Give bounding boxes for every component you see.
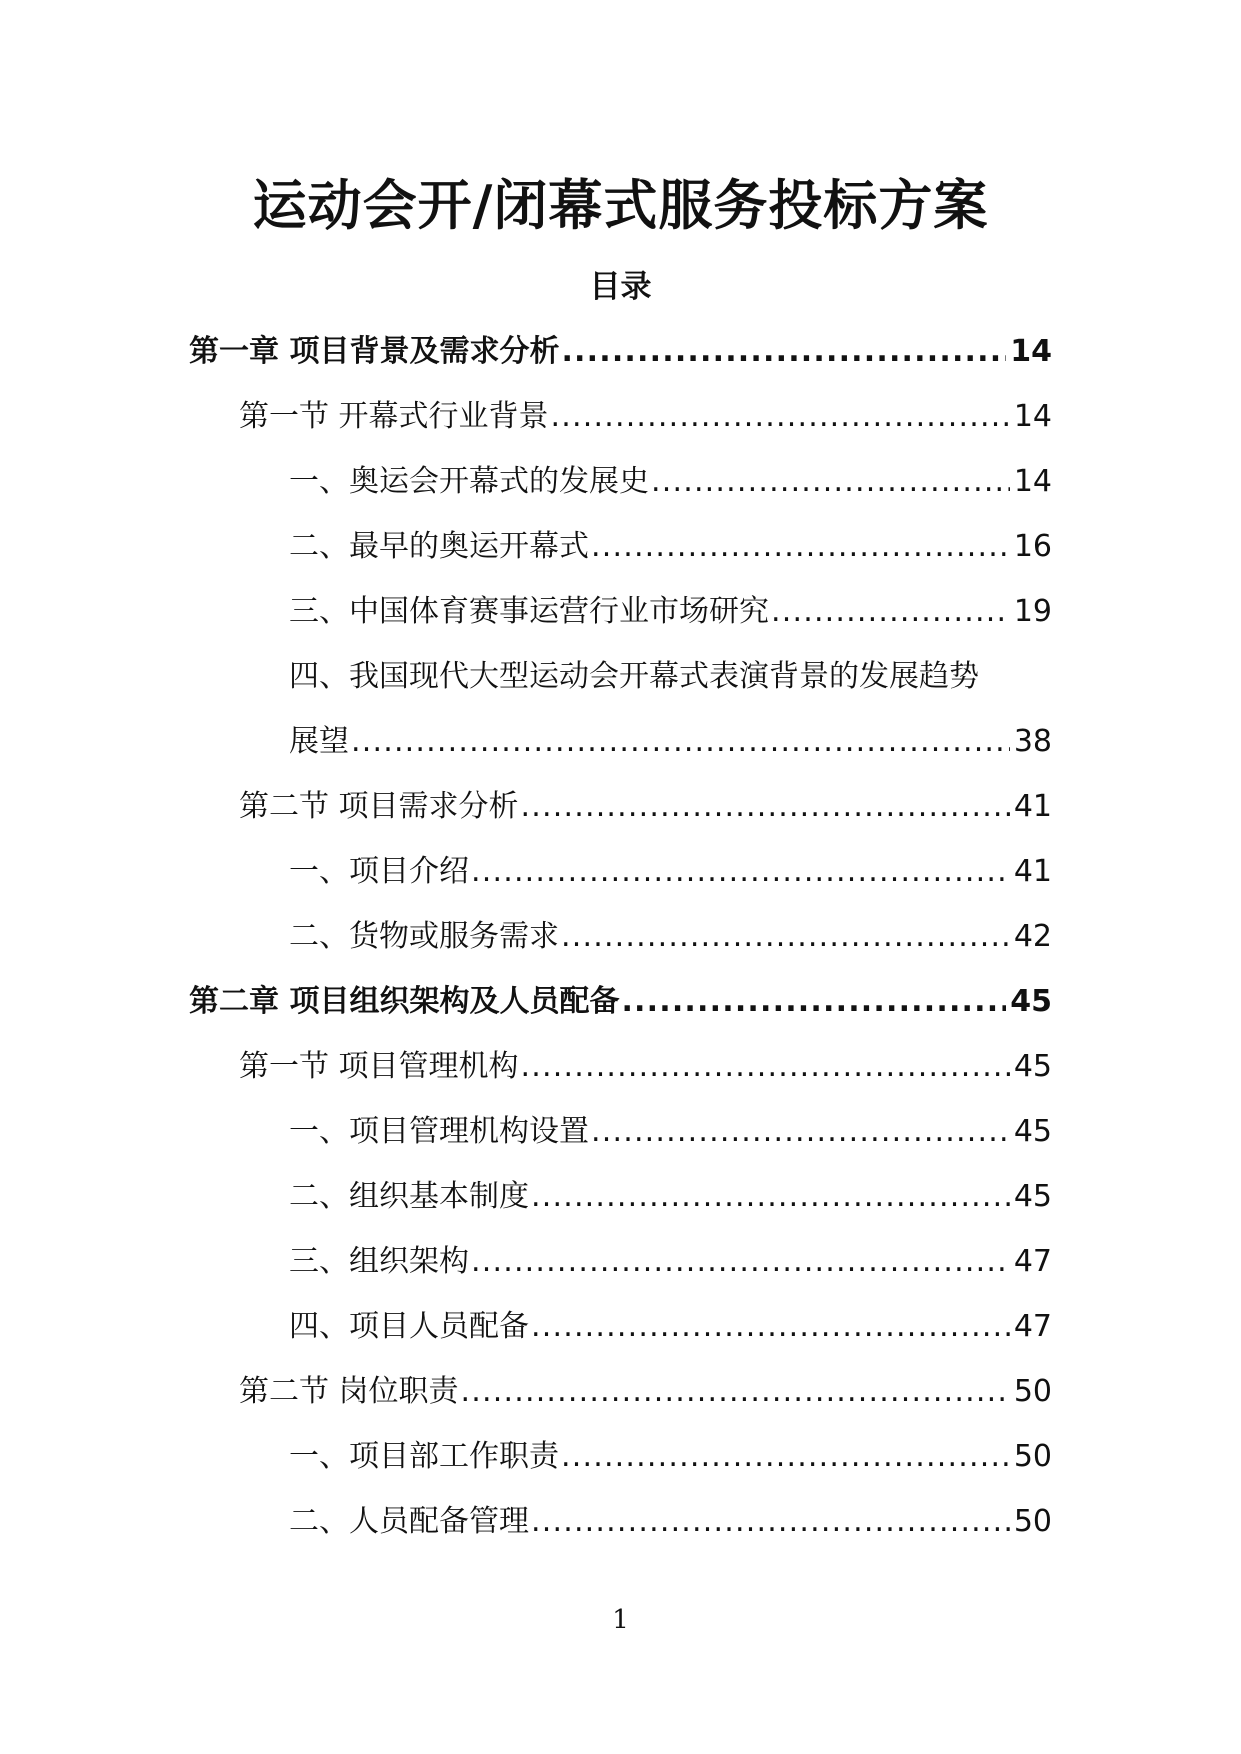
toc-entry-label: 二、货物或服务需求 (289, 919, 559, 954)
toc-leader-dots (521, 779, 1010, 835)
toc-entry[interactable] (289, 909, 1052, 965)
toc-entry-label: 一、项目部工作职责 (289, 1439, 559, 1474)
toc-entry-page: 14 (1013, 399, 1052, 434)
toc-entry-page: 45 (1013, 1114, 1052, 1149)
toc-leader-dots (561, 909, 1010, 965)
toc-leader-dots (471, 1234, 1010, 1290)
toc-leader-dots (591, 519, 1010, 575)
toc-entry-page: 14 (1010, 334, 1052, 369)
toc-leader-dots (531, 1494, 1010, 1550)
toc-entry-page: 45 (1010, 984, 1052, 1019)
toc-entry[interactable] (289, 844, 1052, 900)
toc-entry[interactable] (239, 1364, 1052, 1420)
toc-entry-label: 第一章 项目背景及需求分析 (189, 334, 560, 369)
toc-leader-dots (461, 1364, 1010, 1420)
page-number: 1 (612, 1605, 629, 1635)
toc-entry[interactable] (239, 779, 1052, 835)
toc-leader-dots (591, 1104, 1010, 1160)
toc-entry-page: 45 (1013, 1049, 1052, 1084)
toc-entry-label: 一、项目管理机构设置 (289, 1114, 589, 1149)
toc-entry[interactable] (289, 1299, 1052, 1355)
toc-leader-dots (561, 1429, 1010, 1485)
toc-entry[interactable] (289, 1429, 1052, 1485)
toc-entry-label: 第二章 项目组织架构及人员配备 (189, 984, 620, 1019)
toc-entry-label: 第二节 岗位职责 (239, 1374, 459, 1409)
toc-entry-page: 16 (1013, 529, 1052, 564)
toc-entry[interactable] (289, 454, 1052, 510)
toc-entry-label-line1[interactable]: 四、我国现代大型运动会开幕式表演背景的发展趋势 (289, 659, 979, 694)
toc-leader-dots (621, 974, 1006, 1030)
toc-entry[interactable] (189, 324, 1052, 380)
toc-entry-page: 41 (1013, 789, 1052, 824)
toc-entry-label: 三、组织架构 (289, 1244, 469, 1279)
toc-leader-dots (651, 454, 1010, 510)
toc-entry[interactable] (289, 1494, 1052, 1550)
toc-entry-label: 四、项目人员配备 (289, 1309, 529, 1344)
toc-entry[interactable] (289, 584, 1052, 640)
toc-entry-label: 二、人员配备管理 (289, 1504, 529, 1539)
toc-leader-dots (521, 1039, 1010, 1095)
toc-leader-dots (531, 1299, 1010, 1355)
toc-entry-page: 19 (1013, 594, 1052, 629)
toc-entry-page: 50 (1013, 1504, 1052, 1539)
toc-entry-label: 第一节 开幕式行业背景 (239, 399, 549, 434)
toc-leader-dots (471, 844, 1010, 900)
toc-leader-dots (551, 389, 1010, 445)
toc-heading: 目录 (589, 269, 652, 305)
toc-entry-label: 第一节 项目管理机构 (239, 1049, 519, 1084)
toc-entry[interactable] (189, 974, 1052, 1030)
toc-entry[interactable] (289, 1169, 1052, 1225)
toc-entry-label: 三、中国体育赛事运营行业市场研究 (289, 594, 769, 629)
toc-entry-page: 42 (1013, 919, 1052, 954)
toc-entry-label: 一、奥运会开幕式的发展史 (289, 464, 649, 499)
toc-entry[interactable] (289, 714, 1052, 770)
toc-entry-page: 47 (1013, 1244, 1052, 1279)
toc-entry-label: 第二节 项目需求分析 (239, 789, 519, 824)
toc-entry-page: 50 (1013, 1374, 1052, 1409)
toc-entry-page: 38 (1013, 724, 1052, 759)
toc-entry-label: 展望 (289, 724, 349, 759)
toc-leader-dots (351, 714, 1010, 770)
toc-entry[interactable] (239, 1039, 1052, 1095)
document-title: 运动会开/闭幕式服务投标方案 (252, 174, 989, 237)
toc-entry-page: 14 (1013, 464, 1052, 499)
toc-entry[interactable] (289, 519, 1052, 575)
toc-leader-dots (531, 1169, 1010, 1225)
toc-entry-page: 50 (1013, 1439, 1052, 1474)
toc-entry-page: 41 (1013, 854, 1052, 889)
toc-entry[interactable] (289, 1234, 1052, 1290)
toc-leader-dots (561, 324, 1006, 380)
toc-entry[interactable] (239, 389, 1052, 445)
toc-entry-label: 一、项目介绍 (289, 854, 469, 889)
toc-entry-page: 45 (1013, 1179, 1052, 1214)
toc-entry[interactable] (289, 1104, 1052, 1160)
toc-entry-page: 47 (1013, 1309, 1052, 1344)
toc-leader-dots (771, 584, 1010, 640)
toc-entry-label: 二、组织基本制度 (289, 1179, 529, 1214)
toc-entry-label: 二、最早的奥运开幕式 (289, 529, 589, 564)
